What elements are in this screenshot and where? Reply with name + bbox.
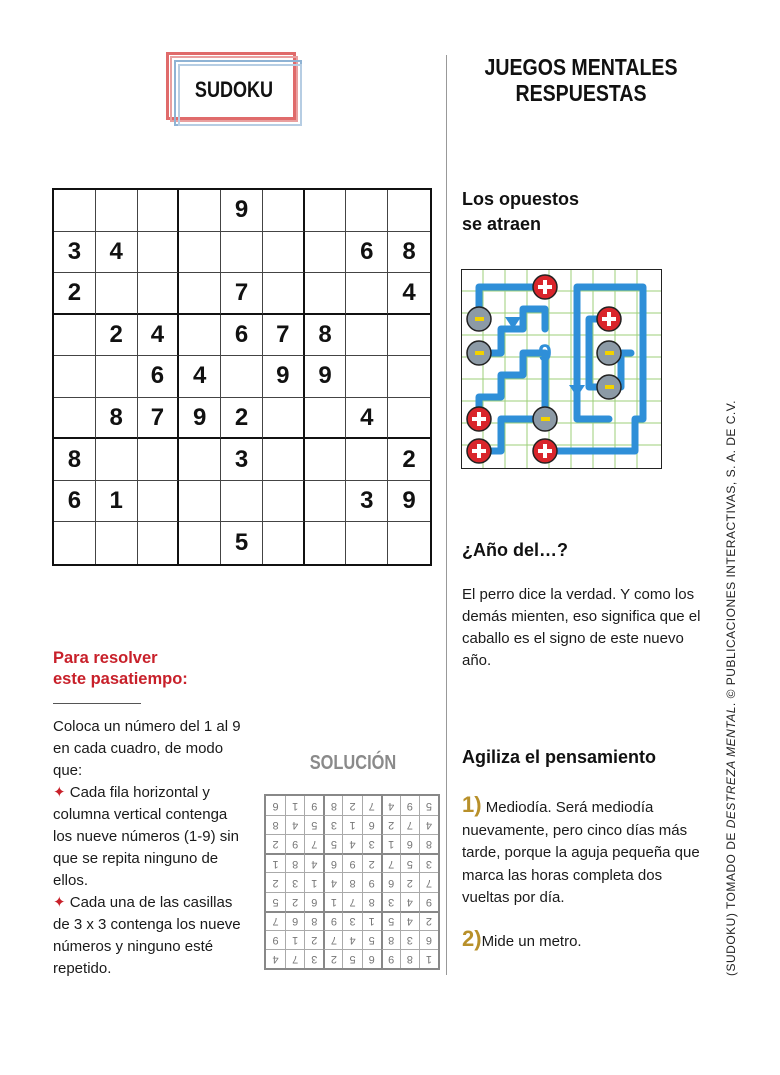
solution-cell: 4 — [304, 853, 323, 872]
ano-heading: ¿Año del…? — [462, 540, 568, 560]
instructions-divider — [53, 703, 141, 704]
solution-cell: 7 — [285, 949, 304, 968]
solution-cell: 7 — [381, 853, 400, 872]
answer-1-number: 1) — [462, 792, 482, 817]
sudoku-grid — [52, 188, 432, 566]
sudoku-cell — [346, 273, 388, 315]
solution-cell: 4 — [342, 930, 361, 949]
opuestos-heading — [462, 187, 662, 237]
instructions-bullet-1 — [53, 782, 248, 892]
solution-cell: 6 — [323, 853, 342, 872]
solution-cell: 3 — [285, 872, 304, 891]
solution-cell: 2 — [419, 911, 438, 930]
sudoku-cell — [388, 315, 430, 357]
instructions-title-line2: este pasatiempo: — [53, 670, 188, 688]
solution-cell: 9 — [381, 949, 400, 968]
solution-cell: 7 — [323, 930, 342, 949]
solution-cell: 9 — [419, 892, 438, 911]
solution-cell: 6 — [400, 834, 419, 853]
sudoku-cell — [96, 356, 138, 398]
sudoku-cell: 4 — [138, 315, 180, 357]
sudoku-cell — [305, 439, 347, 481]
solution-cell: 3 — [323, 815, 342, 834]
solution-cell: 9 — [323, 911, 342, 930]
sudoku-cell — [138, 190, 180, 232]
solution-cell: 7 — [342, 892, 361, 911]
plus-node-icon — [533, 275, 557, 299]
sudoku-cell — [54, 356, 96, 398]
sudoku-cell — [96, 522, 138, 564]
sudoku-cell — [305, 481, 347, 523]
solution-cell: 8 — [304, 911, 323, 930]
solution-cell: 2 — [323, 949, 342, 968]
credit-prefix: (SUDOKU) TOMADO DE — [724, 828, 738, 976]
solution-cell: 3 — [362, 834, 381, 853]
sudoku-cell — [96, 273, 138, 315]
solution-cell: 4 — [400, 892, 419, 911]
solution-cell: 4 — [323, 872, 342, 891]
answer-2-number: 2) — [462, 926, 482, 951]
sudoku-cell — [179, 439, 221, 481]
bullet-star-icon: ✦ — [53, 894, 66, 911]
minus-node-icon — [467, 307, 491, 331]
minus-node-icon — [597, 341, 621, 365]
sudoku-cell: 6 — [346, 232, 388, 274]
solution-cell: 4 — [419, 815, 438, 834]
credit-suffix: . © PUBLICACIONES INTERACTIVAS, S. A. DE C.V. — [724, 399, 738, 707]
solution-cell: 6 — [304, 892, 323, 911]
sudoku-cell: 4 — [388, 273, 430, 315]
sudoku-cell — [138, 439, 180, 481]
sudoku-cell: 1 — [96, 481, 138, 523]
sudoku-cell: 3 — [346, 481, 388, 523]
solution-cell: 2 — [304, 930, 323, 949]
sudoku-cell — [263, 273, 305, 315]
sudoku-cell — [305, 398, 347, 440]
sudoku-cell — [346, 439, 388, 481]
sudoku-cell: 3 — [54, 232, 96, 274]
solution-cell: 2 — [381, 815, 400, 834]
solution-cell: 7 — [400, 815, 419, 834]
sudoku-cell — [263, 439, 305, 481]
solution-cell: 3 — [342, 911, 361, 930]
sudoku-cell — [54, 190, 96, 232]
sudoku-cell — [96, 190, 138, 232]
sudoku-cell: 8 — [388, 232, 430, 274]
sudoku-cell — [263, 522, 305, 564]
opuestos-puzzle — [461, 269, 662, 469]
sudoku-cell: 6 — [54, 481, 96, 523]
sudoku-cell — [388, 398, 430, 440]
sudoku-cell — [54, 522, 96, 564]
solution-cell: 2 — [266, 834, 285, 853]
solution-cell: 6 — [272, 799, 279, 812]
opuestos-heading-line2: se atraen — [462, 214, 542, 234]
sudoku-cell: 2 — [96, 315, 138, 357]
solution-cell: 7 — [304, 834, 323, 853]
sudoku-cell: 5 — [221, 522, 263, 564]
solution-cell: 8 — [362, 892, 381, 911]
sudoku-cell — [346, 356, 388, 398]
sudoku-cell — [221, 232, 263, 274]
solution-grid — [264, 794, 440, 970]
sudoku-cell — [179, 522, 221, 564]
solution-cell: 7 — [362, 796, 381, 815]
logo-text: SUDOKU — [190, 73, 279, 107]
solution-cell: 8 — [381, 930, 400, 949]
solution-cell: 1 — [266, 853, 285, 872]
sudoku-cell: 7 — [221, 273, 263, 315]
bullet-star-icon: ✦ — [53, 784, 66, 801]
solution-cell: 9 — [304, 796, 323, 815]
page-title-line1: JUEGOS MENTALES — [484, 54, 678, 80]
instructions-body — [53, 716, 248, 980]
answer-1 — [462, 794, 707, 910]
bullet-2-text: Cada una de las casillas de 3 x 3 contenga los nueve números y ninguno esté repetido. — [53, 894, 241, 977]
minus-node-icon — [467, 341, 491, 365]
sudoku-cell — [263, 398, 305, 440]
agiliza-heading: Agiliza el pensamiento — [462, 747, 657, 767]
sudoku-cell — [54, 398, 96, 440]
sudoku-cell — [388, 522, 430, 564]
solution-cell: 3 — [304, 949, 323, 968]
plus-node-icon — [467, 407, 491, 431]
instructions-title — [53, 648, 253, 690]
sudoku-cell — [221, 356, 263, 398]
sudoku-cell: 9 — [263, 356, 305, 398]
sudoku-cell — [221, 481, 263, 523]
solution-cell: 1 — [323, 892, 342, 911]
answer-2-text: Mide un metro. — [481, 933, 582, 950]
sudoku-cell: 7 — [263, 315, 305, 357]
sudoku-cell — [138, 522, 180, 564]
sudoku-cell — [138, 273, 180, 315]
solution-cell: 3 — [381, 892, 400, 911]
sudoku-cell — [54, 315, 96, 357]
solution-cell: 4 — [285, 815, 304, 834]
sudoku-cell — [138, 232, 180, 274]
solution-cell: 4 — [400, 911, 419, 930]
solution-cell: 9 — [342, 853, 361, 872]
solution-cell: 5 — [419, 796, 438, 815]
solution-cell: 2 — [400, 872, 419, 891]
solution-cell: 6 — [381, 872, 400, 891]
solution-cell: 5 — [266, 892, 285, 911]
sudoku-cell: 9 — [179, 398, 221, 440]
sudoku-cell: 3 — [221, 439, 263, 481]
solution-cell: 3 — [419, 853, 438, 872]
solution-cell: 9 — [362, 872, 381, 891]
sudoku-cell — [179, 273, 221, 315]
sudoku-cell — [179, 481, 221, 523]
sudoku-cell: 2 — [388, 439, 430, 481]
solution-cell: 5 — [400, 853, 419, 872]
page-title-line2: RESPUESTAS — [515, 80, 647, 106]
solution-cell: 5 — [342, 949, 361, 968]
solution-cell: 7 — [266, 911, 285, 930]
solution-cell: 3 — [400, 930, 419, 949]
sudoku-cell — [179, 190, 221, 232]
minus-node-icon — [597, 375, 621, 399]
solution-cell: 1 — [285, 930, 304, 949]
sudoku-cell — [346, 522, 388, 564]
sudoku-cell — [305, 522, 347, 564]
sudoku-cell: 2 — [221, 398, 263, 440]
solution-cell: 5 — [362, 930, 381, 949]
solution-cell: 5 — [323, 834, 342, 853]
sudoku-cell — [346, 190, 388, 232]
solution-cell: 1 — [419, 949, 438, 968]
solution-cell: 6 — [362, 949, 381, 968]
credit-source: DESTREZA MENTAL — [724, 706, 738, 829]
solution-cell: 4 — [381, 796, 400, 815]
sudoku-cell — [138, 481, 180, 523]
sudoku-cell — [305, 232, 347, 274]
plus-node-icon — [597, 307, 621, 331]
solution-cell: 9 — [400, 796, 419, 815]
sudoku-cell: 9 — [388, 481, 430, 523]
sudoku-cell: 8 — [54, 439, 96, 481]
sudoku-cell — [388, 356, 430, 398]
solution-cell: 8 — [285, 853, 304, 872]
solution-cell: 8 — [400, 949, 419, 968]
solution-cell: 2 — [285, 892, 304, 911]
sudoku-cell: 8 — [305, 315, 347, 357]
solution-cell: 4 — [342, 834, 361, 853]
sudoku-cell — [96, 439, 138, 481]
solution-cell: 4 — [266, 949, 285, 968]
solution-cell: 8 — [419, 834, 438, 853]
sudoku-cell: 4 — [179, 356, 221, 398]
solution-cell: 6 — [419, 930, 438, 949]
solution-cell: 8 — [342, 872, 361, 891]
sudoku-cell: 9 — [305, 356, 347, 398]
solution-cell: 2 — [342, 796, 361, 815]
solution-cell: 6 — [362, 815, 381, 834]
solution-cell: 6 — [285, 911, 304, 930]
solution-cell: 5 — [304, 815, 323, 834]
solution-cell: 8 — [266, 815, 285, 834]
sudoku-cell — [305, 273, 347, 315]
instructions-bullet-2 — [53, 892, 248, 980]
sudoku-cell: 8 — [96, 398, 138, 440]
plus-node-icon — [467, 439, 491, 463]
sudoku-cell — [263, 232, 305, 274]
answer-2 — [462, 928, 707, 953]
solution-cell: 1 — [362, 911, 381, 930]
sudoku-cell: 9 — [221, 190, 263, 232]
answer-1-text: Mediodía. Será mediodía nuevamente, pero cinco días más tarde, porque la aguja pequeña que marca las horas completa dos vueltas por día. — [462, 799, 700, 906]
solution-cell: 1 — [304, 872, 323, 891]
sudoku-cell: 4 — [346, 398, 388, 440]
sudoku-cell — [388, 190, 430, 232]
solution-cell: 8 — [323, 796, 342, 815]
opuestos-heading-line1: Los opuestos — [462, 189, 580, 209]
solution-cell: 9 — [285, 834, 304, 853]
sudoku-logo — [166, 52, 302, 126]
solution-cell: 7 — [419, 872, 438, 891]
sudoku-cell — [263, 481, 305, 523]
sudoku-cell: 6 — [138, 356, 180, 398]
bullet-1-text: Cada fila horizontal y columna vertical contenga los nueve números (1-9) sin que se repita ninguno de ellos. — [53, 784, 239, 889]
sudoku-cell — [305, 190, 347, 232]
sudoku-cell: 6 — [221, 315, 263, 357]
page-title — [480, 54, 682, 106]
instructions-title-line1: Para resolver — [53, 649, 158, 667]
solution-cell: 5 — [381, 911, 400, 930]
sudoku-cell: 4 — [96, 232, 138, 274]
instructions-intro: Coloca un número del 1 al 9 en cada cuadro, de modo que: — [53, 718, 241, 779]
sudoku-cell: 2 — [54, 273, 96, 315]
sudoku-cell — [263, 190, 305, 232]
ano-answer: El perro dice la verdad. Y como los demás mienten, eso significa que el caballo es el signo de este nuevo año. — [462, 586, 701, 669]
solution-title: SOLUCIÓN — [309, 752, 397, 774]
solution-cell: 2 — [266, 872, 285, 891]
plus-node-icon — [533, 439, 557, 463]
puzzle-digit: 9 — [538, 340, 552, 367]
solution-cell: 9 — [266, 930, 285, 949]
sudoku-cell — [179, 315, 221, 357]
solution-cell: 1 — [381, 834, 400, 853]
solution-cell: 1 — [285, 796, 304, 815]
sudoku-cell — [179, 232, 221, 274]
solution-cell: 2 — [362, 853, 381, 872]
minus-node-icon — [533, 407, 557, 431]
sudoku-cell — [346, 315, 388, 357]
solution-cell: 1 — [342, 815, 361, 834]
column-divider — [446, 55, 447, 975]
sudoku-cell: 7 — [138, 398, 180, 440]
credit-line — [724, 356, 738, 976]
